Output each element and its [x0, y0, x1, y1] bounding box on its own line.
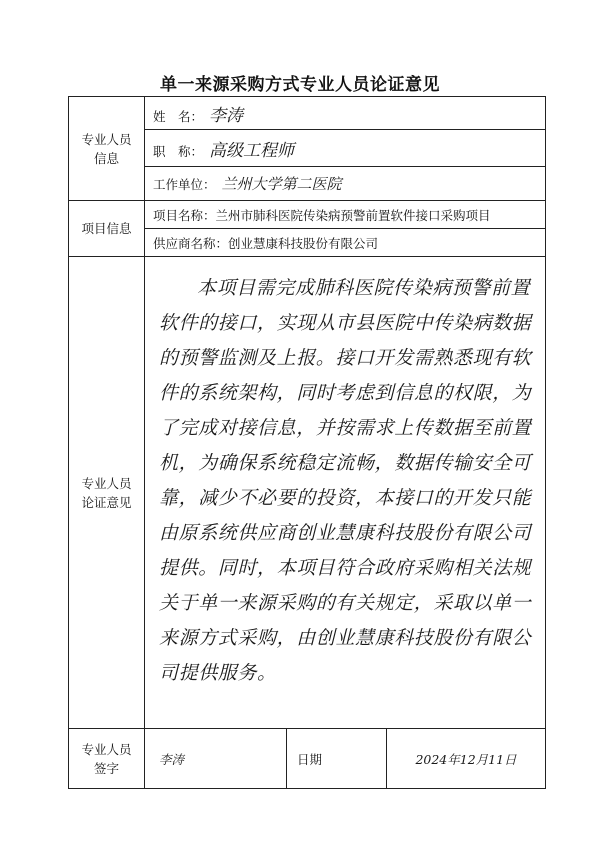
employer-label: 工作单位：: [153, 177, 216, 192]
employer-value-handwritten: 兰州大学第二医院: [221, 175, 342, 193]
name-label: 姓 名：: [153, 108, 204, 124]
signature-handwritten: 李涛: [145, 729, 287, 789]
date-value-handwritten: 2024年12月11日: [387, 729, 546, 789]
name-value-handwritten: 李涛: [209, 105, 244, 126]
date-label: 日期: [287, 729, 387, 789]
title-value-handwritten: 高级工程师: [209, 140, 295, 161]
opinion-text-handwritten: 本项目需完成肺科医院传染病预警前置软件的接口，实现从市县医院中传染病数据的预警监测及上报。接口开发需熟悉现有软件的系统架构，同时考虑到信息的权限，为了完成对接信息，并按需求上传数据至前置机，为确保系统稳定流畅，数据传输安全可靠，减少不必要的投资，本接口的开发只能由原系统供应商创业慧康科技股份有限公司提供。同时，本项目符合政府采购相关法规关于单一来源采购的有关规定，采取以单一来源方式采购，由创业慧康科技股份有限公司提供服务。: [159, 277, 532, 684]
employer-row: [145, 167, 546, 201]
opinion-label: 专业人员论证意见: [69, 257, 145, 729]
page-title: 单一来源采购方式专业人员论证意见: [160, 75, 440, 95]
project-info-label: 项目信息: [69, 201, 145, 257]
opinion-form-table: [68, 96, 546, 789]
name-row: [145, 97, 546, 130]
signature-label: 专业人员签字: [69, 729, 145, 789]
expert-info-label: 专业人员信息: [69, 97, 145, 201]
supplier-name-field: 供应商名称：创业慧康科技股份有限公司: [145, 229, 546, 257]
project-name-field: 项目名称：兰州市肺科医院传染病预警前置软件接口采购项目: [145, 201, 546, 229]
title-label: 职 称：: [153, 143, 204, 159]
title-row: [145, 130, 546, 167]
opinion-body: [145, 257, 546, 729]
